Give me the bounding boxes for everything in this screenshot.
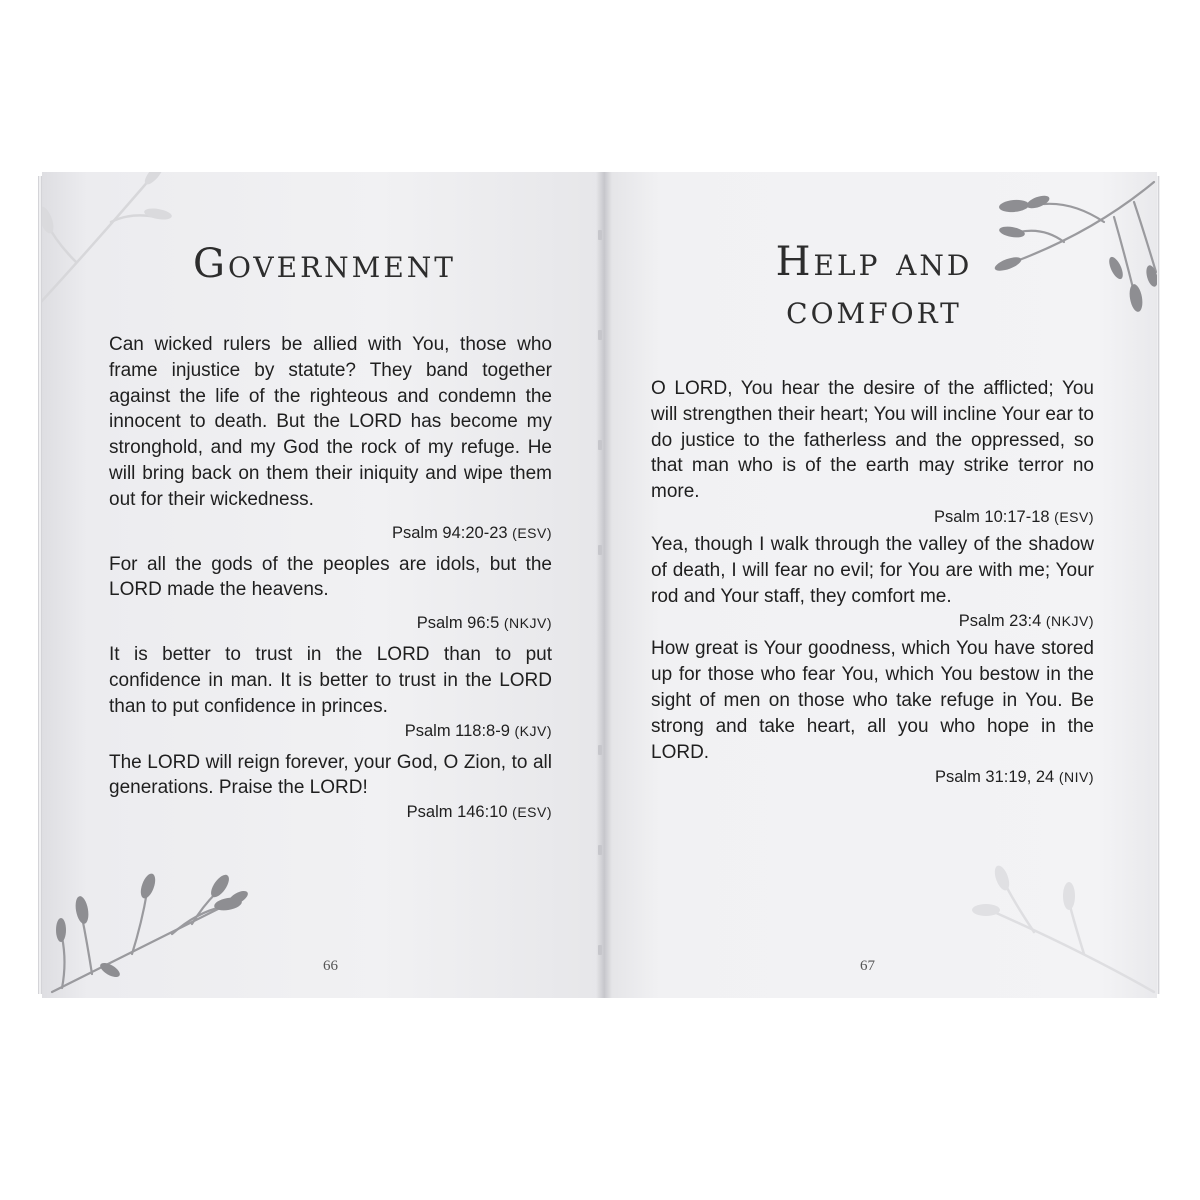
leaf-sprig-icon <box>42 862 302 998</box>
reference-text: Psalm 10:17-18 <box>933 507 1050 526</box>
reference-text: Psalm 23:4 <box>958 612 1042 631</box>
reference-text: Psalm 94:20-23 <box>391 523 508 542</box>
binding-stitch <box>598 330 602 340</box>
bible-version: (ESV) <box>512 804 552 821</box>
reference-text: Psalm 118:8-9 <box>404 721 510 740</box>
page-number: 67 <box>860 958 875 974</box>
verse-text: The LORD will reign forever, your God, O Zion, to all generations. Praise the LORD! <box>109 751 552 799</box>
bible-version: (ESV) <box>512 524 552 541</box>
binding-stitch <box>598 545 602 555</box>
verse-text: Can wicked rulers be allied with You, those who frame injustice by statute? They band together against the life of the righteous and condemn the innocent to death. But the LORD has become my stronghold, and my God the rock of my refuge. He will bring back on them their iniquity and wipe them out for their wickedness. <box>109 334 552 510</box>
right-page-verses <box>651 376 1094 792</box>
binding-stitch <box>598 230 602 240</box>
verse-reference <box>109 522 552 544</box>
bible-version: (NKJV) <box>503 615 552 632</box>
bible-version: (KJV) <box>514 722 552 739</box>
bible-version: (NKJV) <box>1045 613 1094 630</box>
verse-reference <box>109 612 552 634</box>
verse-reference <box>109 720 552 742</box>
verse-text: Yea, though I walk through the valley of the shadow of death, I will fear no evil; for You are with me; Your rod and Your staff, they comfort me. <box>651 533 1094 607</box>
binding-stitch <box>598 945 602 955</box>
verse-text: For all the gods of the peoples are idols, but the LORD made the heavens. <box>109 553 552 601</box>
binding-stitch <box>598 845 602 855</box>
verse-text: O LORD, You hear the desire of the afflicted; You will strengthen their heart; You will incline Your ear to do justice to the fatherless and the oppressed, so that man who is of the earth may strike terror no more. <box>651 378 1094 503</box>
page-title-help-and-comfort: Help and comfort <box>775 239 973 333</box>
page-number: 66 <box>323 958 338 974</box>
bible-version: (NIV) <box>1058 769 1094 786</box>
reference-text: Psalm 31:19, 24 <box>934 768 1055 787</box>
left-page-verses <box>109 332 552 831</box>
leaf-sprig-icon <box>934 862 1157 998</box>
reference-text: Psalm 96:5 <box>416 614 500 633</box>
book-spine <box>596 172 612 998</box>
bible-version: (ESV) <box>1054 508 1094 525</box>
page-title-government: Government <box>193 241 456 287</box>
reference-text: Psalm 146:10 <box>406 803 508 822</box>
right-page <box>604 172 1157 998</box>
binding-stitch <box>598 440 602 450</box>
verse-text: How great is Your goodness, which You have stored up for those who fear You, which You bestow in the sight of men on those who take refuge in You. Be strong and take heart, all you who hope in the LORD. <box>651 638 1094 763</box>
left-page <box>42 172 607 998</box>
binding-stitch <box>598 745 602 755</box>
verse-text: It is better to trust in the LORD than to put confidence in man. It is better to trust in the LORD than to put confidence in princes. <box>109 644 552 717</box>
verse-reference <box>651 610 1094 632</box>
verse-reference <box>651 766 1094 788</box>
verse-reference <box>109 801 552 823</box>
verse-reference <box>651 506 1094 528</box>
